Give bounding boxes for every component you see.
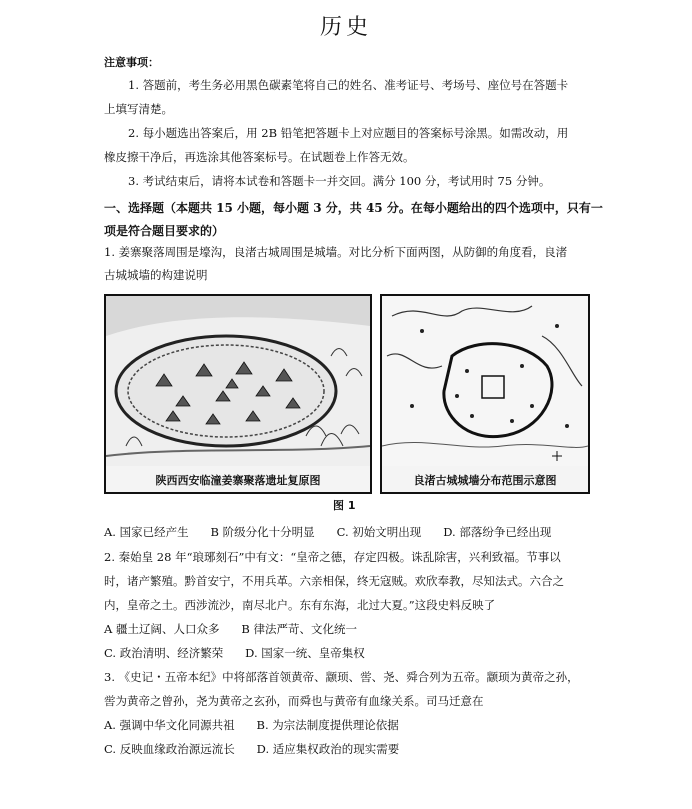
q1-options: A. 国家已经产生 B 阶级分化十分明显 C. 初始文明出现 D. 部落纷争已经出现	[104, 525, 552, 539]
section-heading-line-2: 项是符合题目要求的）	[104, 224, 225, 238]
jiangzhai-settlement-drawing	[106, 296, 370, 466]
jiangzhai-caption: 陕西西安临潼姜寨聚落遗址复原图	[155, 474, 321, 487]
jiangzhai-settlement-figure	[104, 294, 372, 494]
q3-options-ab: A. 强调中华文化同源共祖 B. 为宗法制度提供理论依据	[104, 718, 399, 732]
note-line-2: 上填写清楚。	[104, 102, 173, 116]
section-heading-line-1: 一、选择题（本题共 15 小题，每小题 3 分，共 45 分。在每小题给出的四个选项中，只有一	[104, 201, 603, 215]
q3-text-line-2: 喾为黄帝之曾孙，尧为黄帝之玄孙，而舜也与黄帝有血缘关系。司马迁意在	[104, 694, 484, 708]
q2-text-line-2: 时，诸产繁殖。黔首安宁，不用兵革。六亲相保，终无寇贼。欢欣奉教，尽知法式。六合之	[104, 574, 564, 588]
q2-options-cd: C. 政治清明、经济繁荣 D. 国家一统、皇帝集权	[104, 646, 365, 660]
q2-options-ab: A 疆土辽阔、人口众多 B 律法严苛、文化统一	[104, 622, 357, 636]
q1-text-line-1: 1. 姜寨聚落周围是壕沟，良渚古城周围是城墙。对比分析下面两图，从防御的角度看，良渚	[104, 245, 568, 259]
note-line-3: 2. 每小题选出答案后，用 2B 铅笔把答题卡上对应题目的答案标号涂黑。如需改动，用	[128, 126, 569, 140]
figure-label: 图 1	[333, 499, 356, 512]
liangzhu-caption: 良渚古城城墙分布范围示意图	[413, 474, 557, 487]
q2-text-line-1: 2. 秦始皇 28 年“琅琊刻石”中有文：“皇帝之德，存定四极。诛乱除害，兴利致福。节事以	[104, 550, 561, 564]
page-title: 历史	[319, 15, 372, 40]
note-line-5: 3. 考试结束后，请将本试卷和答题卡一并交回。满分 100 分，考试用时 75 分钟。	[128, 174, 551, 188]
q1-text-line-2: 古城城墙的构建说明	[104, 268, 208, 282]
q3-text-line-1: 3. 《史记・五帝本纪》中将部落首领黄帝、颛顼、喾、尧、舜合列为五帝。颛顼为黄帝之孙，	[104, 670, 579, 684]
note-line-1: 1. 答题前，考生务必用黑色碳素笔将自己的姓名、准考证号、考场号、座位号在答题卡	[128, 78, 569, 92]
q2-text-line-3: 内，皇帝之土。西涉流沙，南尽北户。东有东海，北过大夏。”这段史料反映了	[104, 598, 496, 612]
notes-heading: 注意事项：	[104, 56, 159, 69]
liangzhu-map-drawing	[382, 296, 588, 466]
liangzhu-city-map-figure	[380, 294, 590, 494]
note-line-4: 橡皮擦干净后，再选涂其他答案标号。在试题卷上作答无效。	[104, 150, 415, 164]
q3-options-cd: C. 反映血缘政治源远流长 D. 适应集权政治的现实需要	[104, 742, 400, 756]
